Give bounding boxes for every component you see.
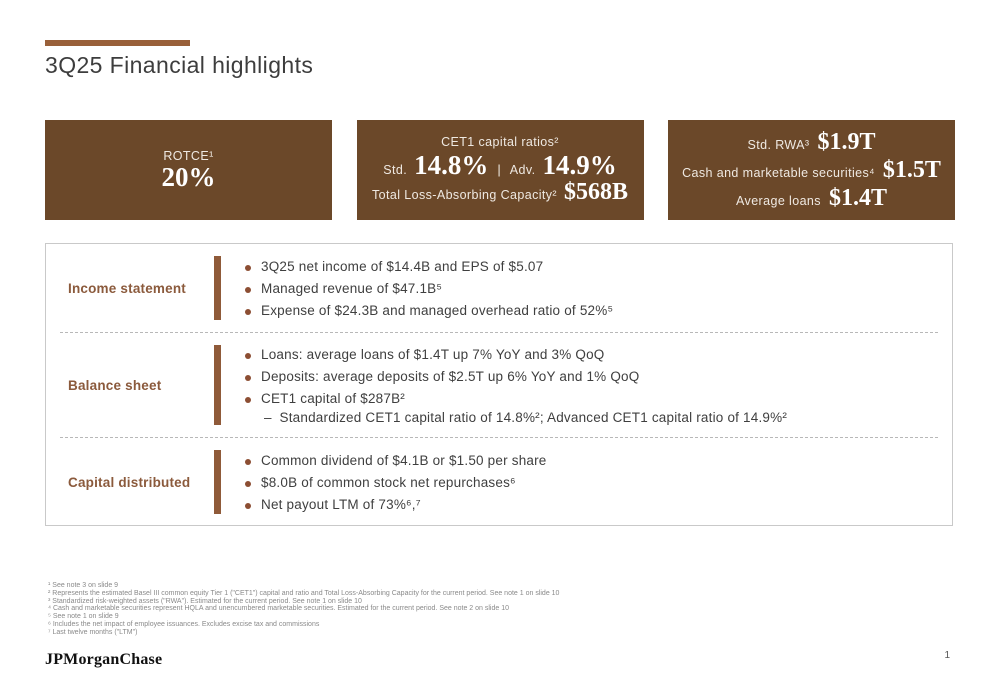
cash-securities-label: Cash and marketable securities⁴ [682, 166, 875, 180]
rotce-label: ROTCE¹ [163, 149, 214, 163]
cet1-std-label: Std. [383, 163, 408, 177]
metric-boxes-row [45, 120, 955, 220]
tlac-value: $568B [563, 179, 628, 205]
bullet-dot-icon [245, 397, 251, 403]
income-statement-label: Income statement [68, 280, 186, 296]
sub-bullet-text: Standardized CET1 capital ratio of 14.8%²; Advanced CET1 capital ratio of 14.9%² [279, 409, 788, 425]
bullet-dot-icon [245, 459, 251, 465]
footnotes-block [48, 582, 908, 637]
rotce-value: 20% [161, 162, 216, 192]
cet1-adv-value: 14.9% [542, 150, 617, 180]
section-accent-bar [214, 345, 221, 425]
bullet-dot-icon [245, 309, 251, 315]
bullet-text: 3Q25 net income of $14.4B and EPS of $5.07 [261, 258, 544, 274]
sub-bullet-dash: – [264, 409, 272, 425]
bullet-dot-icon [245, 265, 251, 271]
bullet-item [245, 497, 952, 512]
metric-box-rotce [45, 120, 332, 220]
income-statement-bullets [221, 244, 952, 332]
bullet-text: Common dividend of $4.1B or $1.50 per share [261, 452, 547, 468]
section-accent-bar [214, 256, 221, 320]
bullet-text: Net payout LTM of 73%⁶,⁷ [261, 496, 421, 512]
bullet-item [245, 259, 952, 274]
sub-bullet-item [264, 410, 952, 425]
page-number: 1 [944, 650, 950, 661]
cet1-std-value: 14.8% [414, 150, 489, 180]
bullet-text: Deposits: average deposits of $2.5T up 6% YoY and 1% QoQ [261, 369, 640, 384]
jpmorganchase-logo: JPMorganChase [45, 651, 163, 668]
bullet-dot-icon [245, 375, 251, 381]
cash-securities-line [682, 157, 941, 183]
bullet-dot-icon [245, 481, 251, 487]
cet1-divider: | [497, 162, 501, 177]
section-balance-sheet [46, 333, 952, 437]
footnote: ² Represents the estimated Basel III common equity Tier 1 ("CET1") capital and ratio and Total Loss-Absorbing Capacity for the current period. See note 1 on slide 10 [48, 589, 560, 597]
bullet-dot-icon [245, 503, 251, 509]
cet1-ratios-line [383, 151, 616, 179]
bullet-item [245, 391, 952, 406]
metric-box-cet1 [357, 120, 644, 220]
rwa-line [748, 129, 876, 155]
bullet-item [245, 369, 952, 384]
footnote: ⁴ Cash and marketable securities represent HQLA and unencumbered marketable securities. Estimated for the current period. See note 2 on slide 10 [48, 605, 509, 613]
cet1-title: CET1 capital ratios² [441, 135, 559, 149]
balance-sheet-label: Balance sheet [68, 377, 162, 393]
bullet-item [245, 475, 952, 490]
balance-sheet-bullets [221, 333, 952, 437]
bullet-text: Managed revenue of $47.1B⁵ [261, 280, 443, 296]
section-capital-distributed [46, 438, 952, 526]
bullet-dot-icon [245, 353, 251, 359]
bullet-item [245, 281, 952, 296]
highlights-panel [45, 243, 953, 526]
rwa-label: Std. RWA³ [747, 138, 810, 152]
cash-securities-value: $1.5T [882, 157, 941, 183]
tlac-label: Total Loss-Absorbing Capacity² [371, 188, 557, 202]
average-loans-line [736, 185, 887, 211]
bullet-item [245, 303, 952, 318]
bullet-text: Loans: average loans of $1.4T up 7% YoY and 3% QoQ [261, 347, 605, 362]
footnote: ⁷ Last twelve months ("LTM") [48, 628, 138, 636]
page-title: 3Q25 Financial highlights [45, 52, 314, 78]
rwa-value: $1.9T [817, 129, 876, 155]
title-accent-bar [45, 40, 190, 46]
bullet-text: CET1 capital of $287B² [261, 391, 405, 406]
footnote: ³ Standardized risk-weighted assets ("RWA"). Estimated for the current period. See note 1 on slide 10 [48, 597, 362, 605]
capital-distributed-bullets [221, 438, 952, 526]
footnote: ⁶ Includes the net impact of employee issuances. Excludes excise tax and commissions [48, 620, 320, 628]
section-accent-bar [214, 450, 221, 514]
average-loans-label: Average loans [736, 194, 821, 208]
tlac-line [372, 179, 628, 205]
footnote: ⁵ See note 1 on slide 9 [48, 613, 119, 621]
average-loans-value: $1.4T [828, 185, 887, 211]
bullet-item [245, 453, 952, 468]
bullet-dot-icon [245, 287, 251, 293]
bullet-text: Expense of $24.3B and managed overhead ratio of 52%⁵ [261, 302, 614, 318]
cet1-adv-label: Adv. [509, 163, 536, 177]
bullet-text: $8.0B of common stock net repurchases⁶ [261, 474, 516, 490]
metric-box-balance [668, 120, 955, 220]
section-income-statement [46, 244, 952, 332]
capital-distributed-label: Capital distributed [68, 474, 191, 490]
bullet-item [245, 347, 952, 362]
footnote: ¹ See note 3 on slide 9 [48, 582, 119, 589]
